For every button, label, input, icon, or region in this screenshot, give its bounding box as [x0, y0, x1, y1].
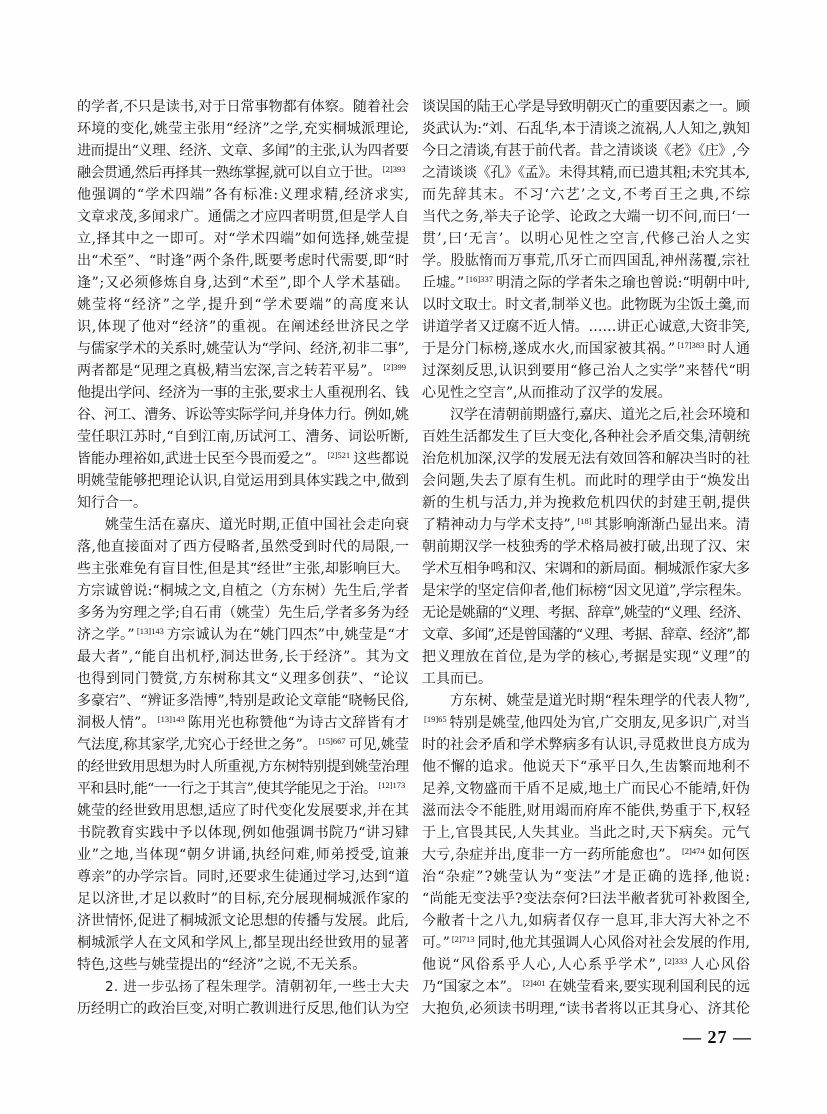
text-line: [77, 426, 409, 448]
line-content: [77, 448, 409, 470]
text-run: 汉学在清朝前期盛行,嘉庆、道光之后,社会环境和: [450, 407, 750, 423]
text-line: [422, 294, 750, 316]
line-content: [422, 558, 750, 580]
text-run: 滋而法令不能胜,财用竭而府库不能供,势重于下,权轻: [422, 803, 751, 819]
text-line: [422, 932, 750, 954]
text-line: [77, 184, 409, 206]
text-run: 谷、河工、漕务、诉讼等实际学问,并身体力行。例如,姚: [77, 407, 409, 423]
text-line: [77, 734, 409, 756]
page-number: — 27 —: [683, 1027, 752, 1047]
text-line: [77, 580, 409, 602]
text-run: 多务为穷理之学;自石甫（姚莹）先生后,学者多务为经: [77, 605, 410, 621]
text-run: 足以济世,才足以救时”的目标,充分展现桐城派作家的: [77, 891, 410, 907]
text-run: 谈误国的陆王心学是导致明朝灭亡的重要因素之一。顾: [422, 99, 750, 115]
text-run: 讲道学者又迂腐不近人情。……讲正心诚意,大资非笑,: [422, 319, 750, 335]
text-run: 立,择其中之一即可。对“学术四端”如何选择,姚莹提: [77, 231, 410, 247]
line-content: [77, 382, 409, 404]
text-run: 以时文取士。时文者,制举义也。此物既为尘饭土羹,而: [422, 297, 750, 313]
text-run: 如何医: [707, 847, 751, 863]
text-line: [422, 316, 750, 338]
line-content: [422, 514, 750, 536]
text-run: 同时,他尤其强调人心风俗对社会发展的作用,: [477, 935, 750, 951]
text-run: 历经明亡的政治巨变,对明亡教训进行反思,他们认为空: [77, 1001, 410, 1017]
line-content: [422, 734, 750, 756]
text-run: 识,体现了他对“经济”的重视。在阐述经世济民之学: [77, 319, 410, 335]
text-run: 足养,文物盛而干盾不足威,地土广而民心不能靖,奸伪: [422, 781, 751, 797]
text-run: 贯’,曰‘无言’。以明心见性之空言,代修己治人之实: [422, 231, 752, 247]
text-line: [77, 272, 409, 294]
text-run: 可见,姚莹: [348, 737, 409, 753]
text-run: 桐城派学人在文风和学风上,都呈现出经世致用的显著: [77, 935, 410, 951]
line-content: [77, 360, 409, 382]
text-run: 也得到同门赞赏,方东树称其文“义理多创获”、“论议: [77, 671, 410, 687]
citation-superscript: [2]401: [522, 978, 546, 988]
text-run: 明清之际的学者朱之瑜也曾说:“明朝中叶,: [496, 275, 750, 291]
line-content: [422, 294, 750, 316]
line-content: [77, 228, 410, 250]
text-run: 大亏,杂症并出,度非一方一药所能愈也”。: [422, 847, 680, 863]
text-run: 逢”;又必须修炼自身,达到“术至”,即个人学术基础。: [77, 275, 410, 291]
line-content: [422, 360, 750, 382]
text-run: 丘墟。”: [422, 275, 465, 291]
line-content: [422, 228, 751, 250]
line-content: [77, 624, 409, 646]
text-line: [422, 360, 750, 382]
line-content: [77, 712, 409, 734]
line-content: [422, 250, 750, 272]
text-line: [77, 778, 409, 800]
line-content: [77, 316, 410, 338]
text-line: [422, 228, 750, 250]
text-run: 两者都是“见理之真极,精当宏深,言之转若平易”。: [77, 363, 382, 379]
line-content: [77, 932, 409, 954]
text-line: [77, 646, 409, 668]
text-line: [77, 338, 409, 360]
text-line: [77, 448, 409, 470]
text-run: 了精神动力与学术支持”,: [422, 517, 576, 533]
right-text-column: [422, 96, 750, 1020]
text-run: 治“杂症”?姚莹认为“变法”才是正确的选择,他说:: [422, 869, 752, 885]
line-content: [422, 536, 750, 558]
citation-superscript: [15]667: [318, 736, 346, 746]
text-run: 姚莹将“经济”之学,提升到“学术要端”的高度来认: [77, 297, 411, 313]
paragraph: [422, 96, 750, 404]
text-line: [422, 624, 750, 646]
text-line: [422, 250, 750, 272]
citation-superscript: [2]333: [664, 956, 688, 966]
line-content: [77, 910, 409, 932]
line-content: [422, 470, 750, 492]
text-run: 而先辞其末。不习‘六艺’之文,不考百王之典,不综: [422, 187, 752, 203]
text-line: [77, 96, 409, 118]
line-content: [422, 778, 750, 800]
text-run: 的经世致用思想为时人所重视,方东树特别提到姚莹治理: [77, 759, 409, 775]
line-content: [77, 888, 409, 910]
paragraph: [422, 404, 750, 690]
line-content: [77, 184, 410, 206]
text-line: [77, 206, 409, 228]
line-content: [422, 382, 672, 404]
text-line: [422, 140, 750, 162]
text-run: 今日之清谈,有甚于前代者。昔之清谈谈《老》《庄》,今: [422, 143, 750, 159]
text-line: [422, 910, 750, 932]
line-content: [77, 580, 409, 602]
text-line: [77, 800, 409, 822]
text-line: [77, 690, 409, 712]
line-content: [422, 976, 750, 998]
line-content: [77, 778, 408, 800]
text-run: “尚能无变法乎?变法奈何?曰法半敝者犹可补救图全,: [422, 891, 751, 907]
text-run: 新的生机与活力,并为挽救危机四伏的封建王朝,提供: [422, 495, 751, 511]
text-run: 在姚莹看来,要实现利国利民的远: [548, 979, 751, 995]
text-run: 过深刻反思,认识到要用“修己治人之实学”来替代“明: [422, 363, 751, 379]
line-content: [77, 756, 409, 778]
citation-superscript: [2]474: [681, 846, 705, 856]
text-line: [77, 382, 409, 404]
text-run: 方宗诚认为在“姚门四杰”中,姚莹是“才: [166, 627, 410, 643]
left-text-column: [77, 96, 409, 1020]
text-run: 治危机加深,汉学的发展无法有效回答和解决当时的社: [422, 451, 751, 467]
text-line: [422, 734, 750, 756]
text-line: [422, 580, 750, 602]
text-line: [77, 954, 409, 976]
text-run: 文章、多闻”,还是曾国藩的“义理、考据、辞章、经济”,都: [422, 627, 750, 643]
text-run: 融会贯通,然后再择其一熟练掌握,就可以自立于世。: [77, 165, 381, 181]
text-line: [422, 690, 750, 712]
text-run: 姚莹生活在嘉庆、道光时期,正值中国社会走向衰: [105, 517, 410, 533]
line-content: [422, 448, 750, 470]
text-line: [77, 140, 409, 162]
line-content: [422, 580, 750, 602]
line-content: [422, 316, 750, 338]
text-line: [422, 866, 750, 888]
citation-superscript: [18]: [577, 516, 592, 526]
text-run: 今敝者十之八九,如病者仅存一息耳,非大泻大补之不: [422, 913, 751, 929]
text-line: [422, 206, 750, 228]
text-line: [77, 294, 409, 316]
text-run: 最大者”,“能自出机杼,洞达世务,长于经济”。其为文: [77, 649, 410, 665]
paragraph: [422, 690, 750, 1020]
text-line: [77, 536, 409, 558]
text-line: [422, 514, 750, 536]
text-run: 他不懈的追求。他说天下“承平日久,生齿繁而地利不: [422, 759, 751, 775]
text-run: 他强调的“学术四端”各有标准:义理求精,经济求实,: [77, 187, 411, 203]
line-content: [422, 426, 750, 448]
text-line: [422, 888, 750, 910]
text-run: 他说“风俗系乎人心,人心系乎学术”,: [422, 957, 663, 973]
line-content: [77, 294, 410, 316]
text-run: 学术互相争鸣和汉、宋调和的新局面。桐城派作家大多: [422, 561, 750, 577]
line-content: [77, 250, 409, 272]
text-run: 业”之地,当体现“朝夕讲诵,执经问难,师弟授受,谊兼: [77, 847, 410, 863]
paragraph: [77, 976, 409, 1020]
text-line: [422, 96, 750, 118]
line-content: [422, 954, 751, 976]
line-content: [450, 404, 750, 426]
line-content: [77, 536, 409, 558]
line-content: [422, 602, 749, 624]
text-run: 知行合一。: [77, 495, 147, 511]
text-line: [77, 976, 409, 998]
text-line: [77, 118, 409, 140]
text-line: [422, 646, 750, 668]
text-line: [77, 866, 409, 888]
text-run: 乃“国家之本”。: [422, 979, 521, 995]
text-line: [422, 184, 750, 206]
line-content: [77, 866, 409, 888]
text-run: 气法度,称其家学,尤究心于经世之务”。: [77, 737, 317, 753]
text-line: [422, 712, 750, 734]
text-run: 姚莹的经世致用思想,适应了时代变化发展要求,并在其: [77, 803, 410, 819]
text-line: [422, 998, 750, 1020]
line-content: [422, 338, 750, 360]
text-run: 济世情怀,促进了桐城派文论思想的传播与发展。此后,: [77, 913, 410, 929]
text-run: 当代之务,举夫子论学、论政之大端一切不问,而曰‘一: [422, 209, 751, 225]
text-run: 清朝初年,一些士大夫: [275, 979, 410, 995]
text-line: [77, 250, 409, 272]
citation-superscript: [12]173: [378, 780, 406, 790]
line-content: [450, 690, 750, 712]
line-content: [77, 558, 409, 580]
text-run: 皆能办理裕如,武进士民至今畏而爱之”。: [77, 451, 326, 467]
text-line: [422, 382, 750, 404]
text-run: 环境的变化,姚莹主张用“经济”之学,充实桐城派理论,: [77, 121, 410, 137]
line-content: [77, 734, 409, 756]
text-run: 陈用光也称赞他“为诗古文辞皆有才: [187, 715, 410, 731]
text-line: [77, 492, 409, 514]
text-line: [422, 162, 750, 184]
text-line: [77, 844, 409, 866]
text-line: [422, 470, 750, 492]
text-run: 时的社会矛盾和学术弊病多有认识,寻觅救世良方成为: [422, 737, 751, 753]
line-content: [77, 822, 410, 844]
text-run: 学。股肱惰而万事荒,爪牙亡而四国乱,神州荡覆,宗社: [422, 253, 751, 269]
paragraph: [77, 96, 409, 514]
line-content: [77, 140, 409, 162]
text-line: [422, 954, 750, 976]
line-content: [77, 646, 410, 668]
text-run: 出“术至”、“时逢”两个条件,既要考虑时代需要,即“时: [77, 253, 410, 269]
line-content: [77, 162, 408, 184]
citation-superscript: [2]393: [382, 164, 406, 174]
text-line: [422, 448, 750, 470]
text-line: [422, 756, 750, 778]
citation-superscript: [2]713: [451, 934, 475, 944]
line-content: [422, 206, 750, 228]
citation-superscript: [2]399: [383, 362, 407, 372]
text-run: 百姓生活都发生了巨大变化,各种社会矛盾交集,清朝统: [422, 429, 750, 445]
text-line: [77, 888, 409, 910]
text-run: 多豪宕”、“辨证多浩博”,特别是政论文章能“晓畅民俗,: [77, 693, 410, 709]
text-line: [77, 756, 409, 778]
citation-superscript: [19]65: [424, 714, 447, 724]
text-line: [77, 316, 409, 338]
text-run: 工具而已。: [422, 671, 492, 687]
text-run: 文章求茂,多闻求广。通儒之才应四者明贯,但是学人自: [77, 209, 410, 225]
text-line: [422, 778, 750, 800]
text-line: [422, 426, 750, 448]
citation-superscript: [16]337: [466, 274, 494, 284]
text-run: 他提出学问、经济为一事的主张,要求士人重视刑名、钱: [77, 385, 409, 401]
text-run: 尊亲”的办学宗旨。同时,还要求生徒通过学习,达到“道: [77, 869, 410, 885]
line-content: [77, 668, 410, 690]
text-run: 明姚莹能够把理论认识,自觉运用到具体实践之中,做到: [77, 473, 410, 489]
text-run: 与儒家学术的关系时,姚莹认为“学问、经济,初非二事”,: [77, 341, 409, 357]
text-run: 平和县时,能“一一行之于其言”,使其学能见之于治。: [77, 781, 377, 797]
text-run: 心见性之空言”,从而推动了汉学的发展。: [422, 385, 672, 401]
line-content: [77, 206, 409, 228]
text-run: 于上,官畏其民,人失其业。当此之时,天下病矣。元气: [422, 825, 751, 841]
text-run: 落,他直接面对了西方侵略者,虽然受到时代的局限,一: [77, 539, 410, 555]
line-content: [77, 998, 409, 1020]
line-content: [77, 492, 147, 514]
line-content: [77, 602, 409, 624]
line-content: [422, 910, 750, 932]
line-content: [105, 976, 409, 998]
line-content: [422, 646, 750, 668]
text-line: [422, 536, 750, 558]
line-content: [422, 712, 750, 734]
text-line: [77, 602, 409, 624]
text-run: 这些都说: [353, 451, 409, 467]
text-line: [77, 932, 409, 954]
citation-superscript: [2]521: [327, 450, 351, 460]
text-line: [422, 404, 750, 426]
text-run: 是宋学的坚定信仰者,他们标榜“因文见道”,学宗程朱。: [422, 583, 750, 599]
line-content: [422, 822, 750, 844]
text-run: 人心风俗: [690, 957, 752, 973]
line-content: [422, 162, 750, 184]
text-run: 于是分门标榜,遂成水火,而国家被其祸。”: [422, 341, 676, 357]
text-line: [422, 118, 750, 140]
line-content: [422, 866, 751, 888]
text-line: [422, 338, 750, 360]
text-line: [77, 514, 409, 536]
line-content: [422, 184, 751, 206]
text-run: 可。”: [422, 935, 450, 951]
text-run: 大抱负,必须读书明理,“读书者将以正其身心、济其伦: [422, 1001, 751, 1017]
line-content: [422, 624, 749, 646]
text-line: [422, 492, 750, 514]
citation-superscript: [13]143: [136, 626, 164, 636]
citation-superscript: [13]143: [157, 714, 185, 724]
text-run: 朝前期汉学一枝独秀的学术格局被打破,出现了汉、宋: [422, 539, 751, 555]
text-run: 之清谈谈《孔》《孟》。未得其精,而已遗其粗;未究其本,: [422, 165, 750, 181]
line-content: [422, 932, 750, 954]
text-run: 些主张难免有盲目性,但是其“经世”主张,却影响巨大。: [77, 561, 410, 577]
text-line: [422, 272, 750, 294]
line-content: [422, 492, 750, 514]
text-line: [77, 470, 409, 492]
text-line: [77, 910, 409, 932]
text-run: 方宗诚曾说:“桐城之文,自植之（方东树）先生后,学者: [77, 583, 410, 599]
text-run: 洞极人情”。: [77, 715, 156, 731]
text-line: [77, 162, 409, 184]
line-content: [77, 272, 410, 294]
section-heading: 2. 进一步弘扬了程朱理学。: [105, 979, 276, 995]
text-line: [422, 800, 750, 822]
text-line: [422, 976, 750, 998]
text-run: 的学者,不只是读书,对于日常事物都有体察。随着社会: [77, 99, 410, 115]
text-line: [422, 602, 750, 624]
line-content: [422, 668, 492, 690]
text-line: [422, 844, 750, 866]
line-content: [77, 844, 410, 866]
line-content: [77, 470, 409, 492]
line-content: [422, 140, 750, 162]
text-line: [422, 558, 750, 580]
text-line: [77, 624, 409, 646]
text-line: [77, 404, 409, 426]
text-run: 特别是姚莹,他四处为官,广交朋友,见多识广,对当: [449, 715, 751, 731]
line-content: [77, 96, 409, 118]
text-run: 方东树、姚莹是道光时期“程朱理学的代表人物”,: [450, 693, 751, 709]
citation-superscript: [17]383: [677, 340, 705, 350]
line-content: [422, 756, 750, 778]
text-run: 进而提出“义理、经济、文章、多闻”的主张,认为四者要: [77, 143, 409, 159]
line-content: [422, 272, 750, 294]
text-run: 时人通: [707, 341, 751, 357]
text-run: 把义理放在首位,是为学的核心,考据是实现“义理”的: [422, 649, 751, 665]
text-run: 特色,这些与姚莹提出的“经济”之说,不无关系。: [77, 957, 367, 973]
line-content: [105, 514, 409, 536]
line-content: [77, 690, 409, 712]
text-run: 莹任职江苏时,“自到江南,历试河工、漕务、词讼听断,: [77, 429, 410, 445]
line-content: [422, 998, 750, 1020]
text-line: [77, 668, 409, 690]
text-line: [77, 712, 409, 734]
line-content: [422, 118, 750, 140]
line-content: [77, 426, 409, 448]
line-content: [77, 338, 409, 360]
text-run: 炎武认为:“刘、石乱华,本于清谈之流祸,人人知之,孰知: [422, 121, 750, 137]
text-line: [77, 822, 409, 844]
text-run: 无论是姚鼐的“义理、考据、辞章”,姚莹的“义理、经济、: [422, 605, 750, 621]
line-content: [422, 96, 750, 118]
line-content: [422, 844, 750, 866]
text-line: [77, 228, 409, 250]
text-run: 书院教育实践中予以体现,例如他强调书院乃“讲习肄: [77, 825, 410, 841]
line-content: [77, 404, 408, 426]
text-run: 济之学。”: [77, 627, 135, 643]
text-line: [77, 998, 409, 1020]
line-content: [77, 954, 366, 976]
text-line: [77, 360, 409, 382]
line-content: [77, 118, 409, 140]
text-run: 其影响渐渐凸显出来。清: [594, 517, 751, 533]
line-content: [77, 800, 409, 822]
line-content: [422, 800, 750, 822]
text-run: 会问题,失去了原有生机。而此时的理学由于“焕发出: [422, 473, 751, 489]
text-line: [77, 558, 409, 580]
line-content: [422, 888, 750, 910]
text-line: [422, 822, 750, 844]
paragraph: [77, 514, 409, 976]
text-line: [422, 668, 750, 690]
